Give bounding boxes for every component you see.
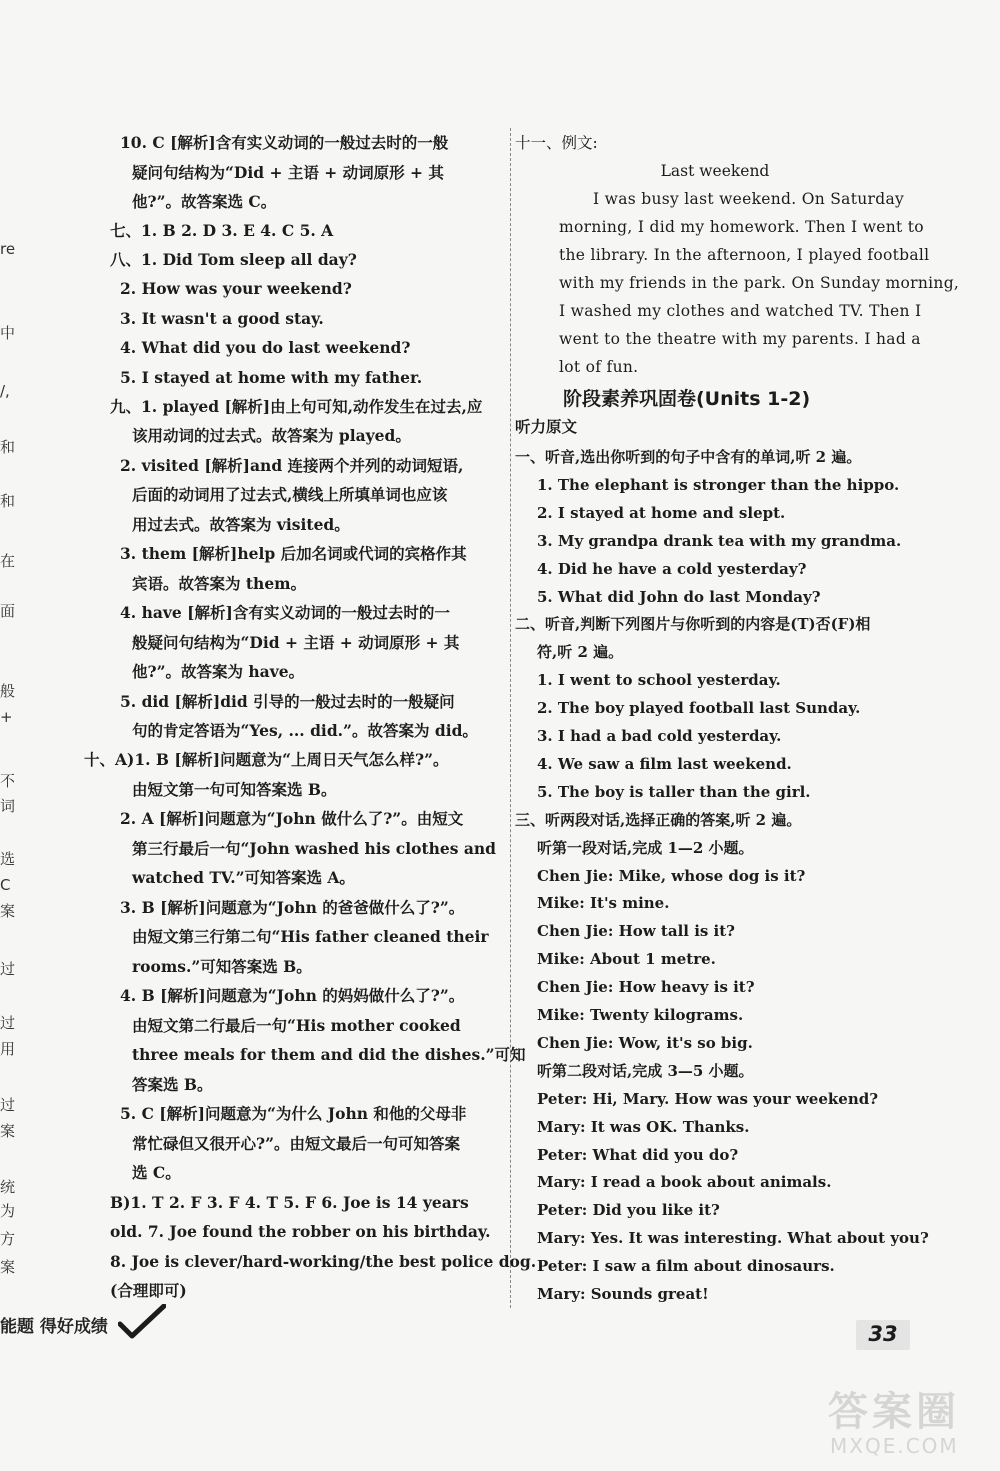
answer-line: 该用动词的过去式。故答案为 played。 xyxy=(132,426,411,445)
margin-fragment: 过 xyxy=(0,1096,16,1114)
essay-line: I was busy last weekend. On Saturday xyxy=(593,190,905,208)
essay-title: Last weekend xyxy=(660,162,770,180)
answer-line: rooms.”可知答案选 B。 xyxy=(132,957,312,976)
section-title: 阶段素养巩固卷(Units 1-2) xyxy=(563,388,811,410)
listening-line: 一、听音,选出你听到的句子中含有的单词,听 2 遍。 xyxy=(515,448,862,466)
answer-line: 5. did [解析]did 引导的一般过去时的一般疑问 xyxy=(120,692,455,711)
listening-line: Mike: It's mine. xyxy=(537,894,670,913)
listening-line: 符,听 2 遍。 xyxy=(537,643,624,662)
page-number: 33 xyxy=(868,1322,898,1346)
answer-line: 10. C [解析]含有实义动词的一般过去时的一般 xyxy=(120,133,449,152)
listening-line: 4. Did he have a cold yesterday? xyxy=(537,559,807,578)
essay-line: went to the theatre with my parents. I had a xyxy=(559,330,921,348)
essay-line: the library. In the afternoon, I played football xyxy=(559,246,930,264)
listening-line: Mary: I read a book about animals. xyxy=(537,1173,832,1192)
listening-line: Peter: Hi, Mary. How was your weekend? xyxy=(537,1089,879,1108)
listening-line: 听第二段对话,完成 3—5 小题。 xyxy=(537,1061,754,1080)
answer-line: B)1. T 2. F 3. F 4. T 5. F 6. Joe is 14 years xyxy=(110,1193,469,1212)
margin-fragment: 选 xyxy=(0,850,16,868)
margin-fragment: 案 xyxy=(0,902,16,920)
column-divider xyxy=(510,128,511,1308)
answer-line: 5. I stayed at home with my father. xyxy=(120,368,423,387)
answer-line: 2. How was your weekend? xyxy=(120,279,352,298)
margin-fragment: 词 xyxy=(0,797,16,815)
margin-fragment: 面 xyxy=(0,602,16,620)
listening-line: Peter: What did you do? xyxy=(537,1145,739,1164)
margin-fragment: 和 xyxy=(0,438,16,456)
listening-line: 二、听音,判断下列图片与你听到的内容是(T)否(F)相 xyxy=(515,615,871,634)
answer-line: 疑问句结构为“Did + 主语 + 动词原形 + 其 xyxy=(132,163,444,182)
listening-line: 5. What did John do last Monday? xyxy=(537,587,821,606)
answer-line: 8. Joe is clever/hard-working/the best police dog. xyxy=(110,1252,537,1271)
margin-fragment: 统 xyxy=(0,1178,16,1196)
essay-line: lot of fun. xyxy=(559,358,639,376)
footer-slogan: 能题 得好成绩 xyxy=(0,1317,108,1337)
margin-fragment: 案 xyxy=(0,1122,16,1140)
listening-line: Peter: Did you like it? xyxy=(537,1201,720,1220)
answer-line: 十、A)1. B [解析]问题意为“上周日天气怎么样?”。 xyxy=(84,750,449,769)
answer-line: 3. It wasn't a good stay. xyxy=(120,309,324,328)
answer-line: 2. A [解析]问题意为“John 做什么了?”。由短文 xyxy=(120,809,464,828)
answer-line: 宾语。故答案为 them。 xyxy=(132,574,307,593)
answer-line: 由短文第二行最后一句“His mother cooked xyxy=(132,1016,461,1035)
answer-line: 4. What did you do last weekend? xyxy=(120,338,411,357)
answer-line: 2. visited [解析]and 连接两个并列的动词短语, xyxy=(120,456,464,475)
listening-line: 5. The boy is taller than the girl. xyxy=(537,782,811,801)
listening-line: Peter: I saw a film about dinosaurs. xyxy=(537,1257,835,1276)
listening-line: Chen Jie: Wow, it's so big. xyxy=(537,1033,753,1052)
margin-fragment: 不 xyxy=(0,772,16,790)
answer-line: 后面的动词用了过去式,横线上所填单词也应该 xyxy=(132,485,448,504)
listening-line: 2. I stayed at home and slept. xyxy=(537,503,786,522)
answer-line: 第三行最后一句“John washed his clothes and xyxy=(132,839,497,858)
margin-fragment: 般 xyxy=(0,682,16,700)
essay-line: morning, I did my homework. Then I went to xyxy=(559,218,924,236)
listening-line: Mike: About 1 metre. xyxy=(537,950,716,969)
essay-line: with my friends in the park. On Sunday morning, xyxy=(559,274,960,292)
essay-heading: 十一、例文: xyxy=(515,134,598,152)
listening-line: Mary: Sounds great! xyxy=(537,1285,709,1303)
answer-line: 般疑问句结构为“Did + 主语 + 动词原形 + 其 xyxy=(132,633,460,652)
answer-line: 八、1. Did Tom sleep all day? xyxy=(110,250,357,269)
answer-line: 句的肯定答语为“Yes, ... did.”。故答案为 did。 xyxy=(132,721,478,740)
cut-off-left-margin xyxy=(0,0,40,1340)
margin-fragment: 为 xyxy=(0,1202,16,1220)
margin-fragment: + xyxy=(0,708,13,726)
listening-line: Mary: It was OK. Thanks. xyxy=(537,1117,750,1136)
answer-line: 答案选 B。 xyxy=(132,1075,213,1094)
watermark xyxy=(820,1380,990,1460)
listening-line: 2. The boy played football last Sunday. xyxy=(537,699,861,718)
listening-line: 4. We saw a film last weekend. xyxy=(537,754,792,773)
listening-line: Chen Jie: Mike, whose dog is it? xyxy=(537,866,806,885)
margin-fragment: C xyxy=(0,876,11,894)
listening-line: 3. I had a bad cold yesterday. xyxy=(537,727,782,745)
margin-fragment: 中 xyxy=(0,324,16,342)
listening-line: 听第一段对话,完成 1—2 小题。 xyxy=(537,838,754,857)
answer-line: watched TV.”可知答案选 A。 xyxy=(132,868,355,887)
answer-line: 用过去式。故答案为 visited。 xyxy=(132,515,350,534)
listening-line: Mike: Twenty kilograms. xyxy=(537,1006,744,1024)
margin-fragment: re xyxy=(0,240,16,258)
margin-fragment: 过 xyxy=(0,1014,16,1032)
listening-line: 1. The elephant is stronger than the hippo. xyxy=(537,475,900,494)
watermark-en: MXQE.COM xyxy=(830,1434,959,1458)
listening-line: 3. My grandpa drank tea with my grandma. xyxy=(537,531,902,550)
listening-line: Chen Jie: How heavy is it? xyxy=(537,978,755,997)
answer-line: 由短文第三行第二句“His father cleaned their xyxy=(132,927,489,946)
margin-fragment: 在 xyxy=(0,552,16,570)
checkmark-icon xyxy=(118,1304,166,1340)
margin-fragment: /, xyxy=(0,382,10,400)
answer-line: 4. have [解析]含有实义动词的一般过去时的一 xyxy=(120,603,450,622)
answer-line: 他?”。故答案为 have。 xyxy=(132,662,305,681)
essay-line: I washed my clothes and watched TV. Then I xyxy=(559,302,922,320)
margin-fragment: 用 xyxy=(0,1040,16,1058)
answer-line: old. 7. Joe found the robber on his birthday. xyxy=(110,1222,491,1241)
answer-line: 3. them [解析]help 后加名词或代词的宾格作其 xyxy=(120,544,467,563)
margin-fragment: 和 xyxy=(0,492,16,510)
listening-line: Mary: Yes. It was interesting. What about you? xyxy=(537,1229,929,1248)
answer-line: 4. B [解析]问题意为“John 的妈妈做什么了?”。 xyxy=(120,986,465,1005)
margin-fragment: 过 xyxy=(0,960,16,978)
answer-line: 他?”。故答案选 C。 xyxy=(132,192,277,211)
answer-line: 常忙碌但又很开心?”。由短文最后一句可知答案 xyxy=(132,1134,460,1153)
answer-line: three meals for them and did the dishes.”可知 xyxy=(132,1045,526,1064)
watermark-cn: 答案圈 xyxy=(828,1389,960,1435)
answer-line: 九、1. played [解析]由上句可知,动作发生在过去,应 xyxy=(110,397,483,416)
answer-line: 5. C [解析]问题意为“为什么 John 和他的父母非 xyxy=(120,1104,467,1123)
listening-label: 听力原文 xyxy=(515,418,578,436)
answer-line: (合理即可) xyxy=(110,1281,187,1300)
answer-line: 七、1. B 2. D 3. E 4. C 5. A xyxy=(110,221,334,240)
margin-fragment: 案 xyxy=(0,1258,16,1276)
answer-line: 3. B [解析]问题意为“John 的爸爸做什么了?”。 xyxy=(120,898,465,917)
listening-line: Chen Jie: How tall is it? xyxy=(537,922,735,941)
answer-line: 由短文第一句可知答案选 B。 xyxy=(132,780,337,799)
listening-line: 三、听两段对话,选择正确的答案,听 2 遍。 xyxy=(515,810,802,829)
answer-line: 选 C。 xyxy=(132,1163,181,1182)
margin-fragment: 方 xyxy=(0,1230,16,1248)
listening-line: 1. I went to school yesterday. xyxy=(537,671,781,690)
